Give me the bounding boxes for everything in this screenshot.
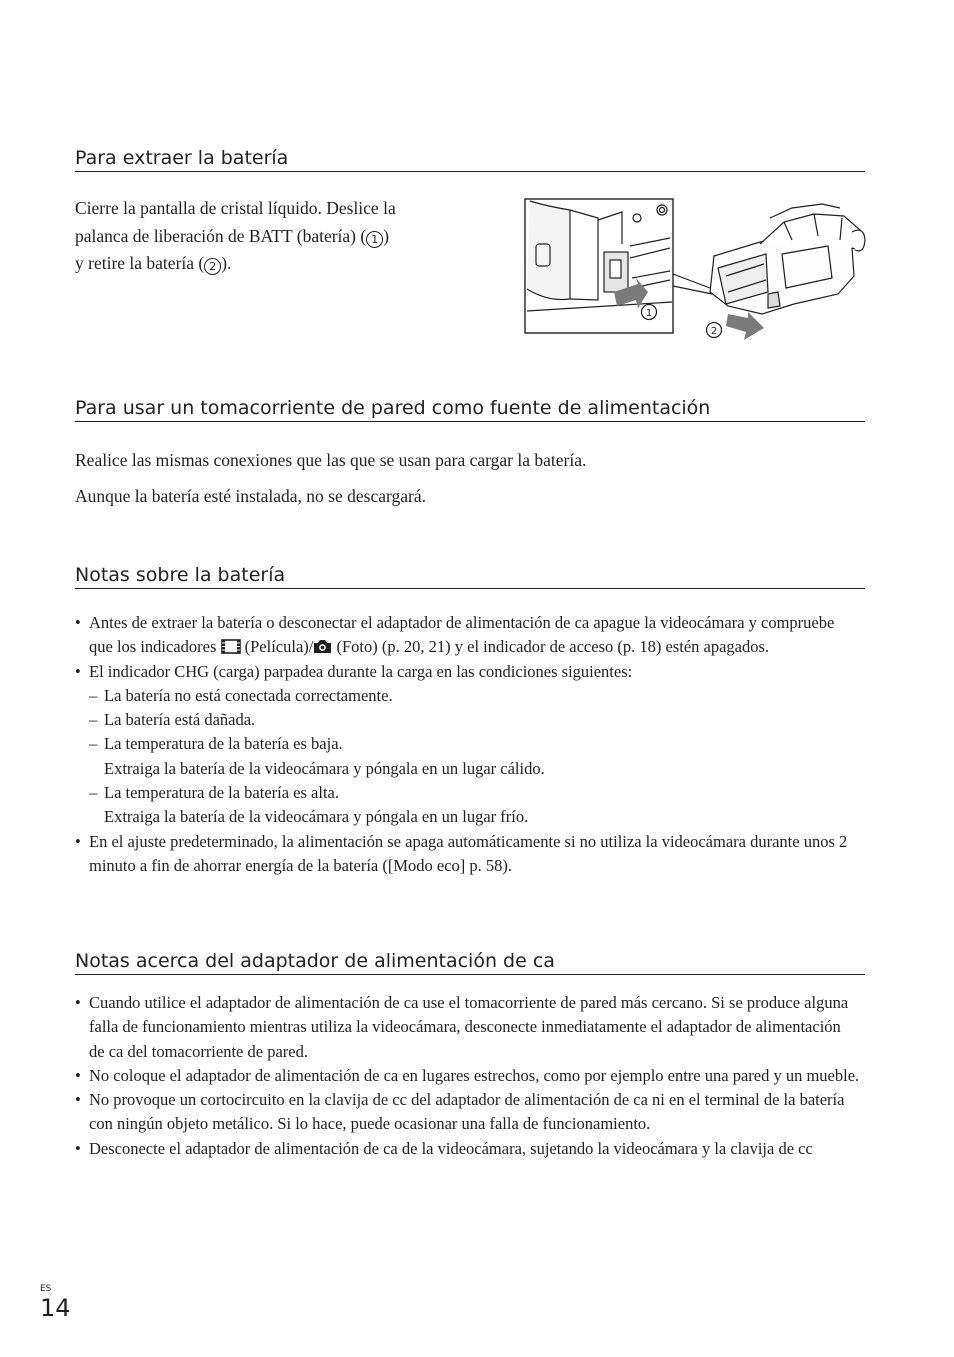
list-item: • No coloque el adaptador de alimentación de ca en lugares estrechos, como por ejemplo entre una pared y un mueble. xyxy=(75,1064,860,1088)
sub-list-item: – La batería está dañada. xyxy=(89,708,860,732)
section-heading-remove-battery: Para extraer la batería xyxy=(75,146,865,172)
section-heading-ac-adaptor-notes: Notas acerca del adaptador de alimentación de ca xyxy=(75,949,865,975)
page-number: 14 xyxy=(40,1294,71,1322)
marker-1-icon: 1 xyxy=(366,231,383,248)
section-heading-battery-notes: Notas sobre la batería xyxy=(75,563,865,589)
list-item: • Cuando utilice el adaptador de alimentación de ca use el tomacorriente de pared más cercano. Si se produce alguna falla de funcionamiento mientras utiliza la videocámara, desconecte inmediatamente el adaptador de alimentación de ca del tomacorriente de pared. xyxy=(75,991,860,1064)
wall-outlet-paragraph-2: Aunque la batería esté instalada, no se descargará. xyxy=(75,486,426,506)
list-item: • Antes de extraer la batería o desconectar el adaptador de alimentación de ca apague la videocámara y compruebe que los indicadores (Película)/ (Foto) (p. 20, 21) y el indicador de acceso (p. 18) estén apagados. xyxy=(75,611,860,660)
film-icon xyxy=(221,639,241,654)
sub-list-item: – La temperatura de la batería es baja. Extraiga la batería de la videocámara y póngala en un lugar cálido. xyxy=(89,732,860,781)
camera-icon xyxy=(313,639,332,654)
marker-2-icon: 2 xyxy=(204,258,221,275)
list-item: • En el ajuste predeterminado, la alimentación se apaga automáticamente si no utiliza la videocámara durante unos 2 minuto a fin de ahorrar energía de la batería ([Modo eco] p. 58). xyxy=(75,830,860,879)
list-item: • No provoque un cortocircuito en la clavija de cc del adaptador de alimentación de ca ni en el terminal de la batería con ningún objeto metálico. Si lo hace, puede ocasionar una falla de funcionamiento. xyxy=(75,1088,860,1137)
list-item: • Desconecte el adaptador de alimentación de ca de la videocámara, sujetando la videocámara y la clavija de cc xyxy=(75,1137,860,1161)
wall-outlet-paragraph-1: Realice las mismas conexiones que las que se usan para cargar la batería. xyxy=(75,450,587,470)
svg-text:1: 1 xyxy=(645,308,653,319)
section-heading-wall-outlet: Para usar un tomacorriente de pared como fuente de alimentación xyxy=(75,396,865,422)
ac-adaptor-notes-list xyxy=(75,991,860,1161)
page-language: ES xyxy=(40,1284,52,1294)
list-item: • El indicador CHG (carga) parpadea durante la carga en las condiciones siguientes: – La batería no está conectada correctamente. – La batería está dañada. – La temperatura de la batería es baja. Extraiga la batería de la videocámara y póngala en un lugar cálido. – La temperatura de la batería es alta. Extraiga la batería de la videocámara y póngala en un lugar frío. xyxy=(75,660,860,830)
svg-text:2: 2 xyxy=(710,326,718,337)
battery-notes-list xyxy=(75,611,860,878)
marker-1-figure xyxy=(642,305,657,320)
remove-battery-instructions: Cierre la pantalla de cristal líquido. Deslice la palanca de liberación de BATT (batería) ( 1 ) y retire la batería ( 2 ). xyxy=(75,198,396,273)
sub-list-item: – La batería no está conectada correctamente. xyxy=(89,684,860,708)
marker-2-figure xyxy=(707,323,722,338)
sub-list-item: – La temperatura de la batería es alta. Extraiga la batería de la videocámara y póngala en un lugar frío. xyxy=(89,781,860,830)
battery-removal-illustration xyxy=(522,196,867,346)
